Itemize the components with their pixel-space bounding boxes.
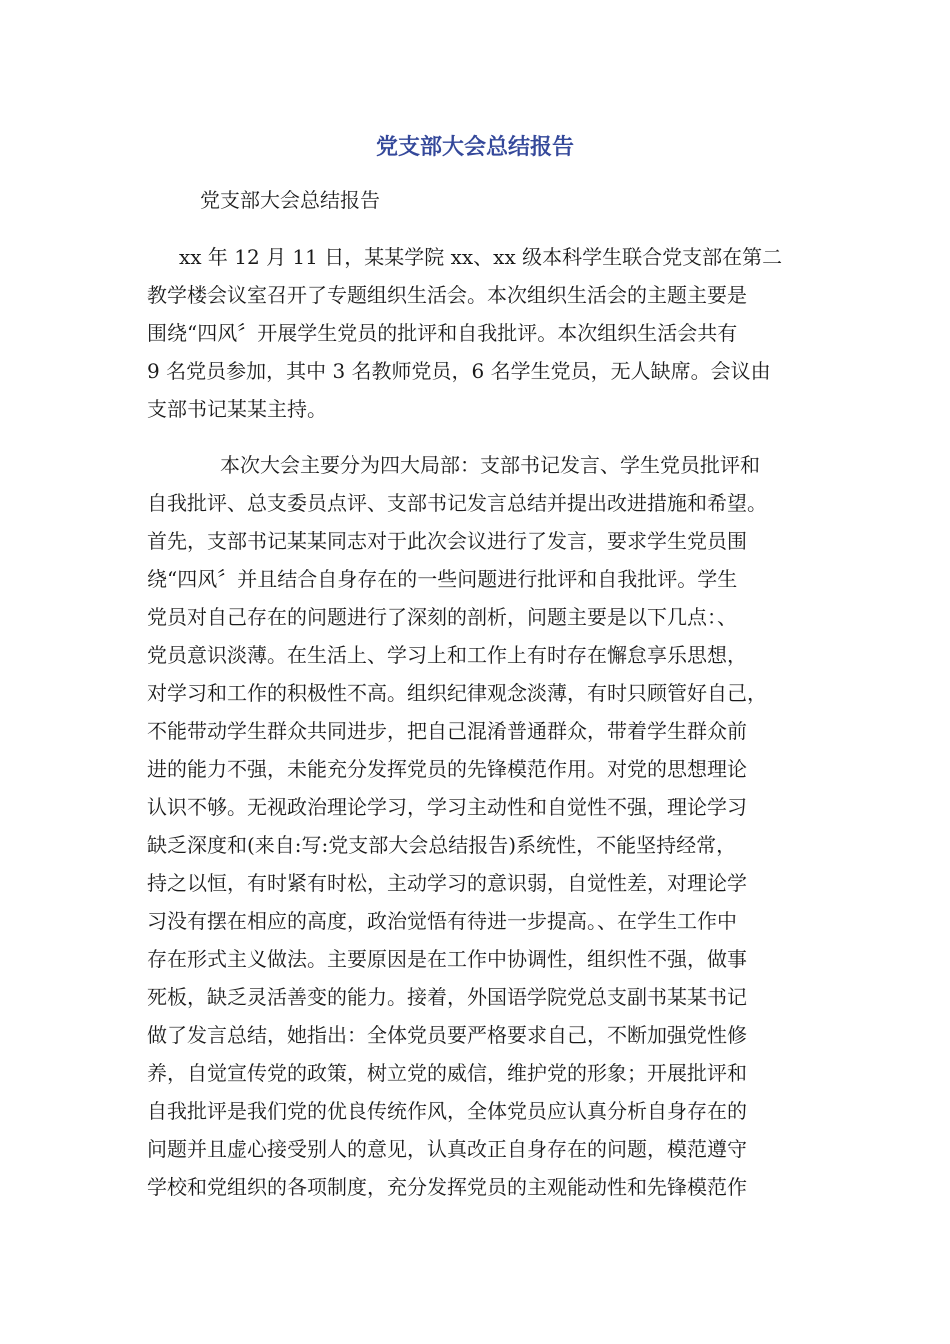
paragraph-line: 养，自觉宣传党的政策，树立党的威信，维护党的形象；开展批评和: [147, 1061, 747, 1085]
paragraph-line: 学校和党组织的各项制度，充分发挥党员的主观能动性和先锋模范作: [147, 1175, 747, 1199]
paragraph-line: 做了发言总结，她指出：全体党员要严格要求自己，不断加强党性修: [147, 1023, 747, 1047]
paragraph-line: 缺乏深度和(来自:写:党支部大会总结报告)系统性，不能坚持经常，: [147, 833, 737, 857]
paragraph-2: [147, 446, 807, 1206]
paragraph-line: 首先，支部书记某某同志对于此次会议进行了发言，要求学生党员围: [147, 529, 747, 553]
document-title: 党支部大会总结报告: [375, 135, 574, 160]
paragraph-line: 本次大会主要分为四大局部：支部书记发言、学生党员批评和: [220, 453, 760, 477]
paragraph-line: 党员意识淡薄。在生活上、学习上和工作上有时存在懈怠享乐思想，: [147, 643, 747, 667]
paragraph-line: 绕“四风〞并且结合自身存在的一些问题进行批评和自我批评。学生: [147, 567, 738, 591]
paragraph-line: 存在形式主义做法。主要原因是在工作中协调性，组织性不强，做事: [147, 947, 747, 971]
paragraph-line: 习没有摆在相应的高度，政治觉悟有待进一步提高。、在学生工作中: [147, 909, 737, 933]
paragraph-line: 教学楼会议室召开了专题组织生活会。本次组织生活会的主题主要是: [147, 283, 747, 307]
paragraph-line: 对学习和工作的积极性不高。组织纪律观念淡薄，有时只顾管好自己，: [147, 681, 767, 705]
paragraph-line: 认识不够。无视政治理论学习，学习主动性和自觉性不强，理论学习: [147, 795, 747, 819]
paragraph-line: xx 年 12 月 11 日，某某学院 xx、xx 级本科学生联合党支部在第二: [179, 245, 783, 269]
paragraph-line: 自我批评是我们党的优良传统作风，全体党员应认真分析自身存在的: [147, 1099, 747, 1123]
paragraph-line: 持之以恒，有时紧有时松，主动学习的意识弱，自觉性差，对理论学: [147, 871, 747, 895]
document-subtitle: 党支部大会总结报告: [200, 188, 380, 212]
paragraph-line: 问题并且虚心接受别人的意见，认真改正自身存在的问题，模范遵守: [147, 1137, 747, 1161]
paragraph-1: [147, 238, 807, 428]
paragraph-line: 死板，缺乏灵活善变的能力。接着，外国语学院党总支副书某某书记: [147, 985, 747, 1009]
paragraph-line: 不能带动学生群众共同进步，把自己混淆普通群众，带着学生群众前: [147, 719, 747, 743]
paragraph-line: 支部书记某某主持。: [147, 397, 327, 421]
paragraph-line: 进的能力不强，未能充分发挥党员的先锋模范作用。对党的思想理论: [147, 757, 747, 781]
paragraph-line: 围绕“四风〞开展学生党员的批评和自我批评。本次组织生活会共有: [147, 321, 738, 345]
paragraph-line: 自我批评、总支委员点评、支部书记发言总结并提出改进措施和希望。: [147, 491, 767, 515]
paragraph-line: 9 名党员参加，其中 3 名教师党员，6 名学生党员，无人缺席。会议由: [147, 359, 771, 383]
paragraph-line: 党员对自己存在的问题进行了深刻的剖析，问题主要是以下几点：、: [147, 605, 737, 629]
